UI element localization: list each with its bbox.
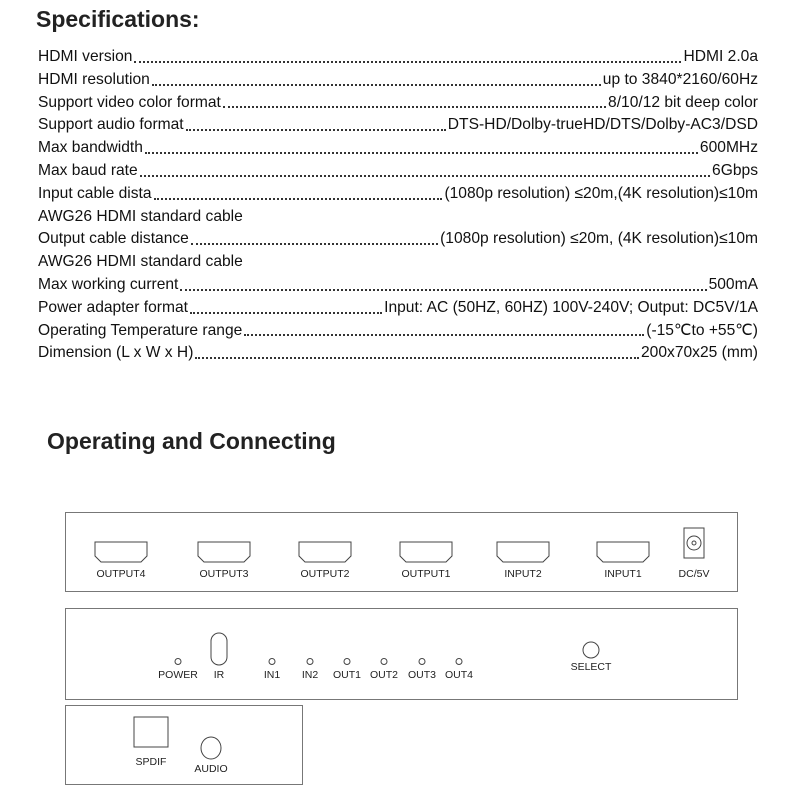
side-panel: [65, 705, 303, 785]
operating-title: Operating and Connecting: [47, 428, 336, 454]
spec-value: 500mA: [708, 275, 758, 293]
status-led-icon: [344, 658, 351, 665]
dot-leader: [178, 274, 708, 297]
spec-label: Dimension (L x W x H): [38, 344, 194, 362]
spec-row: [38, 114, 758, 137]
status-led-icon: [419, 658, 426, 665]
ir-label: IR: [213, 669, 225, 681]
spec-label: HDMI resolution: [38, 70, 150, 88]
dot-leader: [193, 342, 641, 365]
port-label: INPUT2: [504, 568, 542, 580]
spec-label: AWG26 HDMI standard cable: [38, 207, 243, 225]
spec-value: up to 3840*2160/60Hz: [602, 70, 758, 88]
status-led-icon: [307, 658, 314, 665]
led-label: OUT2: [369, 669, 399, 681]
dc-power-jack-icon: [683, 527, 705, 559]
status-led-icon: [381, 658, 388, 665]
audio-label: AUDIO: [194, 763, 228, 775]
dc-label: DC/5V: [678, 568, 710, 580]
spec-value: 6Gbps: [712, 161, 758, 179]
spec-label: Max working current: [38, 275, 179, 293]
hdmi-port-icon: [197, 541, 251, 563]
led-label: OUT4: [444, 669, 474, 681]
spec-value: (-15℃to +55℃): [646, 321, 758, 339]
spec-row: [38, 320, 758, 343]
spec-value: 200x70x25 (mm): [641, 344, 758, 362]
front-panel: [65, 608, 738, 700]
led-label: OUT1: [332, 669, 362, 681]
dot-leader: [152, 183, 445, 206]
spec-value: DTS-HD/Dolby-trueHD/DTS/Dolby-AC3/DSD: [447, 116, 758, 134]
port-label: INPUT1: [604, 568, 642, 580]
spec-label: Support video color format: [38, 93, 221, 111]
spec-row: [38, 251, 758, 274]
power-led-icon: [175, 658, 182, 665]
spec-row: [38, 137, 758, 160]
rear-panel: [65, 512, 738, 592]
dot-leader: [221, 92, 608, 115]
dot-leader: [184, 114, 448, 137]
spec-value: HDMI 2.0a: [683, 48, 758, 65]
spec-value: (1080p resolution) ≤20m,(4K resolution)≤10m: [444, 184, 758, 202]
hdmi-port-icon: [596, 541, 650, 563]
spec-label: Output cable distance: [38, 230, 189, 248]
spec-value: 8/10/12 bit deep color: [608, 93, 758, 111]
spec-row: [38, 228, 758, 251]
spec-row: [38, 206, 758, 229]
spec-row: [38, 160, 758, 183]
port-label: OUTPUT3: [199, 568, 249, 580]
select-label: SELECT: [570, 661, 612, 673]
spec-row: [38, 69, 758, 92]
spec-row: [38, 297, 758, 320]
spec-label: Input cable dista: [38, 184, 152, 202]
port-label: OUTPUT1: [401, 568, 451, 580]
spec-value: 600MHz: [699, 139, 758, 157]
status-led-icon: [456, 658, 463, 665]
spec-label: Max baud rate: [38, 161, 138, 179]
spec-label: HDMI version: [38, 48, 133, 65]
led-label: IN2: [301, 669, 319, 681]
dot-leader: [138, 160, 712, 183]
ir-sensor-icon: [210, 632, 228, 666]
spec-row: [38, 46, 758, 69]
dot-leader: [150, 69, 603, 92]
spdif-port-icon: [133, 716, 169, 748]
spec-row: [38, 274, 758, 297]
specifications-list: [38, 46, 758, 365]
hdmi-port-icon: [496, 541, 550, 563]
spec-row: [38, 183, 758, 206]
audio-jack-icon: [200, 736, 222, 760]
spec-label: AWG26 HDMI standard cable: [38, 253, 243, 271]
hdmi-port-icon: [399, 541, 453, 563]
power-label: POWER: [158, 669, 198, 681]
spec-label: Max bandwidth: [38, 139, 143, 157]
hdmi-port-icon: [298, 541, 352, 563]
dot-leader: [132, 46, 683, 69]
spdif-label: SPDIF: [135, 756, 167, 768]
spec-row: [38, 342, 758, 365]
spec-value: (1080p resolution) ≤20m, (4K resolution)≤10m: [440, 230, 758, 248]
spec-label: Operating Temperature range: [38, 321, 243, 339]
led-label: IN1: [263, 669, 281, 681]
port-label: OUTPUT4: [96, 568, 146, 580]
spec-label: Support audio format: [38, 116, 184, 134]
spec-label: Power adapter format: [38, 298, 188, 316]
spec-value: Input: AC (50HZ, 60HZ) 100V-240V; Output: DC5V/1A: [384, 298, 758, 316]
dot-leader: [143, 137, 700, 160]
hdmi-port-icon: [94, 541, 148, 563]
led-label: OUT3: [407, 669, 437, 681]
dot-leader: [242, 320, 646, 343]
dot-leader: [188, 297, 384, 320]
dot-leader: [189, 228, 440, 251]
port-label: OUTPUT2: [300, 568, 350, 580]
specifications-title: Specifications:: [36, 6, 200, 32]
select-button-icon[interactable]: [582, 641, 600, 659]
status-led-icon: [269, 658, 276, 665]
spec-row: [38, 92, 758, 115]
